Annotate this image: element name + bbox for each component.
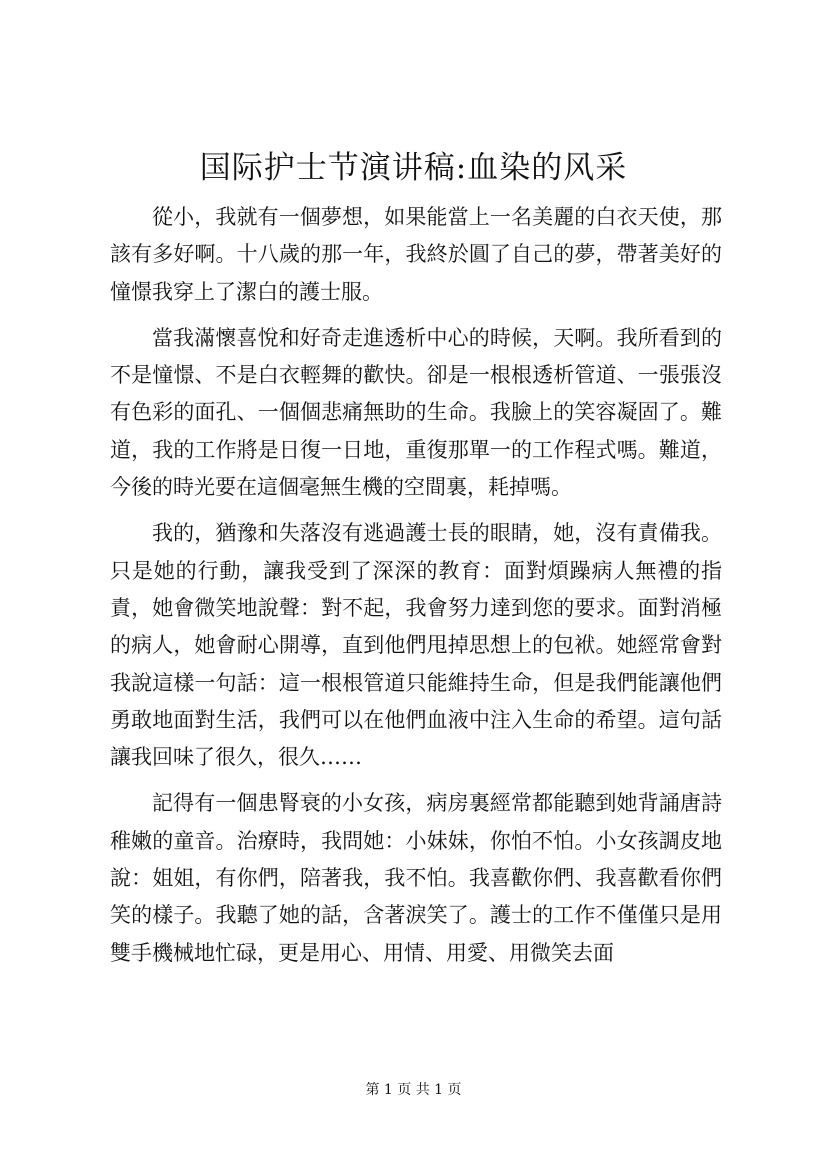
page-number-footer: 第 1 页 共 1 页 <box>365 1082 462 1098</box>
paragraph: 我的，猶豫和失落沒有逃過護士長的眼睛，她，沒有責備我。只是她的行動，讓我受到了深深的教育：面對煩躁病人無禮的指責，她會微笑地說聲：對不起，我會努力達到您的要求。面對消極的病人，她會耐心開導，直到他們甩掉思想上的包袱。她經常會對我說這樣一句話：這一根根管道只能維持生命，但是我們能讓他們勇敢地面對生活，我們可以在他們血液中注入生命的希望。這句話讓我回味了很久，很久…… <box>110 521 722 770</box>
document-body <box>110 199 722 981</box>
paragraph: 從小，我就有一個夢想，如果能當上一名美麗的白衣天使，那該有多好啊。十八歲的那一年，我終於圓了自己的夢，帶著美好的憧憬我穿上了潔白的護士服。 <box>110 205 722 304</box>
paragraph: 記得有一個患腎衰的小女孩，病房裏經常都能聽到她背誦唐詩稚嫩的童音。治療時，我問她：小妹妹，你怕不怕。小女孩調皮地說：姐姐，有你們，陪著我，我不怕。我喜歡你們、我喜歡看你們笑的樣子。我聽了她的話，含著淚笑了。護士的工作不僅僅只是用雙手機械地忙碌，更是用心、用情、用愛、用微笑去面 <box>110 791 722 965</box>
document-title: 国际护士节演讲稿:血染的风采 <box>199 150 628 186</box>
paragraph: 當我滿懷喜悅和好奇走進透析中心的時候，天啊。我所看到的不是憧憬、不是白衣輕舞的歡快。卻是一根根透析管道、一張張沒有色彩的面孔、一個個悲痛無助的生命。我臉上的笑容凝固了。難道，我的工作將是日復一日地，重復那單一的工作程式嗎。難道，今後的時光要在這個毫無生機的空間裏，耗掉嗎。 <box>110 325 722 500</box>
